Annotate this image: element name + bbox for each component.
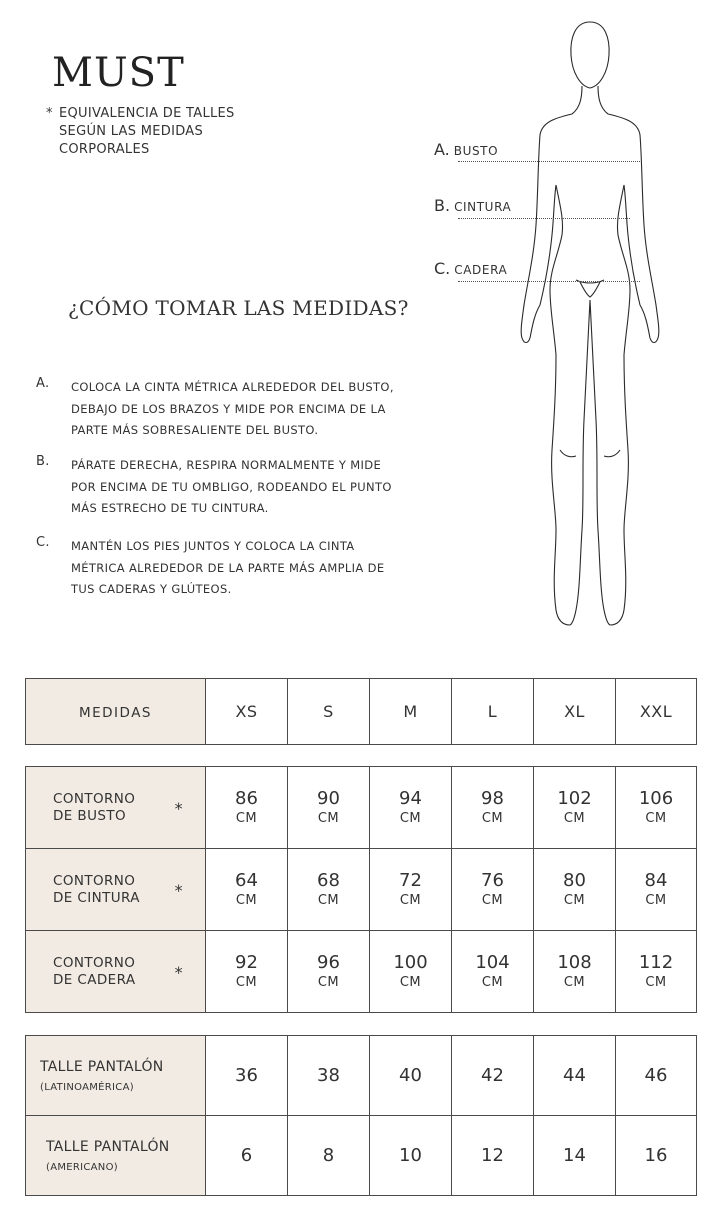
table-cell [616, 849, 697, 931]
size-header-xxl: XXL [616, 679, 697, 745]
instruction-line: MÁS ESTRECHO DE TU CINTURA. [71, 501, 269, 515]
waist-dotted-line [458, 218, 630, 219]
cell-unit: CM [317, 810, 340, 826]
row-sublabel: (LATINOAMÉRICA) [40, 1081, 134, 1093]
table-cell: 16 [616, 1116, 697, 1196]
size-header-table [25, 678, 697, 745]
instruction-line: MANTÉN LOS PIES JUNTOS Y COLOCA LA CINTA [71, 539, 355, 553]
instruction-line: PÁRATE DERECHA, RESPIRA NORMALMENTE Y MIDE [71, 458, 382, 472]
table-cell [206, 931, 288, 1013]
header-measures-cell [26, 679, 206, 745]
cell-unit: CM [481, 810, 504, 826]
cell-value: 100 [393, 951, 428, 973]
cell-value: 106 [638, 787, 674, 809]
table-cell [206, 767, 288, 849]
label-name: CADERA [454, 263, 508, 277]
cell-unit: CM [563, 974, 586, 990]
pants-size-table [25, 1035, 697, 1196]
table-cell [206, 849, 288, 931]
cell-unit: CM [645, 892, 667, 908]
label-letter: A. [434, 140, 450, 159]
cell-unit: CM [317, 892, 340, 908]
table-cell [370, 849, 452, 931]
table-row-pants-us [26, 1116, 697, 1196]
row-label-pants-us [26, 1116, 206, 1196]
row-label-line: TALLE PANTALÓN [40, 1058, 164, 1075]
label-hip [434, 259, 507, 278]
cell-value: 108 [557, 951, 592, 973]
label-letter: C. [434, 259, 451, 278]
instruction-letter: A. [36, 376, 50, 391]
instruction-line: DEBAJO DE LOS BRAZOS Y MIDE POR ENCIMA DE LA [71, 401, 386, 416]
row-label-line: CONTORNO [53, 872, 136, 889]
cell-value: 96 [317, 951, 340, 973]
cell-value: 84 [644, 869, 668, 891]
cell-value: 104 [475, 951, 510, 973]
table-cell [534, 849, 616, 931]
asterisk-symbol: * [174, 962, 183, 982]
table-cell: 6 [206, 1116, 288, 1196]
cell-unit: CM [645, 810, 667, 826]
table-cell: 46 [616, 1036, 697, 1116]
cell-value: 76 [481, 869, 504, 891]
cell-value: 86 [235, 787, 258, 809]
instruction-line: MÉTRICA ALREDEDOR DE LA PARTE MÁS AMPLIA DE [71, 560, 385, 575]
table-cell: 44 [534, 1036, 616, 1116]
cell-value: 80 [563, 869, 586, 891]
table-cell: 36 [206, 1036, 288, 1116]
how-to-title: ¿CÓMO TOMAR LAS MEDIDAS? [68, 296, 409, 320]
row-label-pants-latam [26, 1036, 206, 1116]
instruction-line: POR ENCIMA DE TU OMBLIGO, RODEANDO EL PUNTO [71, 479, 392, 494]
table-cell: 14 [534, 1116, 616, 1196]
instruction-letter: B. [36, 454, 50, 469]
table-row-waist [26, 849, 697, 931]
row-label-hip [26, 931, 206, 1013]
instruction-b [36, 455, 456, 520]
row-sublabel: (AMERICANO) [46, 1161, 118, 1173]
row-label-line: TALLE PANTALÓN [46, 1138, 170, 1155]
cell-value: 64 [235, 869, 258, 891]
equivalence-line: SEGÚN LAS MEDIDAS [59, 124, 204, 139]
table-cell [616, 767, 697, 849]
label-name: CINTURA [454, 200, 512, 214]
cell-unit: CM [235, 810, 258, 826]
cell-unit: CM [235, 892, 258, 908]
equivalence-line: EQUIVALENCIA DE TALLES [59, 106, 235, 121]
table-cell [452, 931, 534, 1013]
instruction-c [36, 536, 456, 601]
cell-unit: CM [563, 892, 586, 908]
cell-unit: CM [317, 974, 340, 990]
table-cell: 42 [452, 1036, 534, 1116]
row-label-line: CONTORNO [53, 790, 136, 807]
instruction-line: COLOCA LA CINTA MÉTRICA ALREDEDOR DEL BUSTO, [71, 380, 394, 394]
table-cell: 12 [452, 1116, 534, 1196]
table-row-bust [26, 767, 697, 849]
table-cell [288, 931, 370, 1013]
table-cell [534, 931, 616, 1013]
body-measures-table [25, 766, 697, 1013]
instruction-a [36, 377, 456, 442]
table-cell [288, 767, 370, 849]
table-row-pants-latam [26, 1036, 697, 1116]
label-bust [434, 140, 498, 159]
table-row-hip [26, 931, 697, 1013]
bust-dotted-line [458, 161, 640, 162]
cell-value: 98 [481, 787, 504, 809]
instruction-line: TUS CADERAS Y GLÚTEOS. [71, 582, 232, 596]
row-label-line: CONTORNO [53, 954, 136, 971]
equivalence-note [46, 105, 235, 159]
table-cell: 38 [288, 1036, 370, 1116]
row-label-line: DE BUSTO [53, 807, 127, 824]
cell-unit: CM [481, 974, 504, 990]
asterisk-symbol: * [46, 106, 53, 121]
size-header-m: M [370, 679, 452, 745]
label-letter: B. [434, 196, 451, 215]
equivalence-line: CORPORALES [59, 142, 150, 157]
size-header-xs: XS [206, 679, 288, 745]
cell-unit: CM [563, 810, 586, 826]
instruction-line: PARTE MÁS SOBRESALIENTE DEL BUSTO. [71, 423, 319, 437]
table-cell [452, 767, 534, 849]
row-label-bust [26, 767, 206, 849]
row-label-line: DE CINTURA [53, 889, 140, 906]
cell-value: 102 [557, 787, 592, 809]
asterisk-symbol: * [174, 880, 183, 900]
label-name: BUSTO [453, 144, 499, 158]
cell-unit: CM [399, 810, 422, 826]
asterisk-symbol: * [174, 798, 183, 818]
table-cell: 10 [370, 1116, 452, 1196]
table-cell [370, 931, 452, 1013]
cell-unit: CM [399, 974, 422, 990]
body-figure-illustration [500, 10, 680, 635]
brand-logo: MUST [52, 50, 185, 96]
table-cell [616, 931, 697, 1013]
cell-value: 112 [638, 951, 674, 973]
table-cell [288, 849, 370, 931]
table-cell: 40 [370, 1036, 452, 1116]
instruction-letter: C. [36, 535, 50, 550]
table-cell [534, 767, 616, 849]
cell-unit: CM [235, 974, 258, 990]
hip-dotted-line [458, 281, 640, 282]
row-label-line: DE CADERA [53, 971, 136, 988]
cell-unit: CM [481, 892, 504, 908]
cell-unit: CM [399, 892, 422, 908]
size-header-l: L [452, 679, 534, 745]
header-measures-label: MEDIDAS [78, 705, 153, 721]
cell-value: 90 [317, 787, 340, 809]
table-cell: 8 [288, 1116, 370, 1196]
cell-value: 72 [399, 869, 422, 891]
cell-unit: CM [645, 974, 667, 990]
row-label-waist [26, 849, 206, 931]
size-header-xl: XL [534, 679, 616, 745]
cell-value: 68 [317, 869, 340, 891]
cell-value: 94 [399, 787, 422, 809]
size-header-s: S [288, 679, 370, 745]
table-cell [452, 849, 534, 931]
table-cell [370, 767, 452, 849]
cell-value: 92 [235, 951, 258, 973]
label-waist [434, 196, 511, 215]
